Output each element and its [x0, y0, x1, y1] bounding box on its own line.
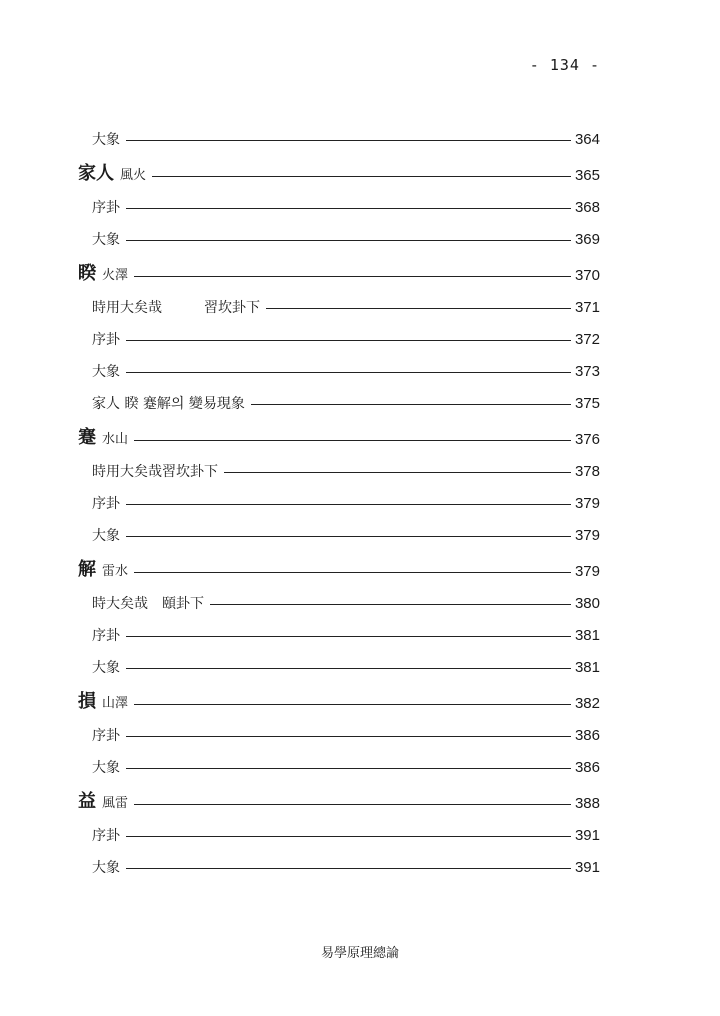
toc-page-number: 376 [574, 431, 600, 448]
toc-entry-title: 時用大矣哉 習坎卦下 [92, 300, 260, 316]
toc-page-number: 386 [574, 727, 600, 744]
toc-entry [78, 126, 600, 150]
toc-entry-title: 時大矣哉 頤卦下 [92, 596, 204, 612]
toc-entry [78, 854, 600, 878]
toc-entry [78, 426, 600, 450]
toc-entry-label [92, 657, 120, 678]
toc-entry [78, 326, 600, 350]
toc-page-number: 370 [574, 267, 600, 284]
page-footer: 易學原理總論 [320, 946, 399, 961]
toc-leader-line [210, 604, 571, 605]
toc-entry-label [78, 428, 128, 450]
toc-leader-line [126, 340, 571, 341]
toc-entry-label [92, 825, 120, 846]
toc-entry [78, 558, 600, 582]
toc-page-number: 386 [574, 759, 600, 776]
toc-page-number: 380 [574, 595, 600, 612]
toc-entry-label [78, 560, 128, 582]
toc-leader-line [126, 868, 571, 869]
toc-entry [78, 754, 600, 778]
toc-entry-title: 序卦 [92, 332, 120, 348]
toc-entry-label [78, 164, 146, 186]
toc-entry-title: 時用大矣哉習坎卦下 [92, 464, 218, 480]
toc-entry [78, 522, 600, 546]
toc-leader-line [126, 768, 571, 769]
toc-entry-title: 大象 [92, 528, 120, 544]
toc-entry-trigram: 山澤 [102, 696, 129, 711]
toc-entry-title: 大象 [92, 364, 120, 380]
toc-leader-line [126, 736, 571, 737]
toc-entry-title: 益 [78, 791, 96, 812]
toc-entry-label [92, 229, 120, 250]
toc-page-number: 375 [574, 395, 600, 412]
toc-entry-title: 序卦 [92, 200, 120, 216]
toc-leader-line [134, 704, 571, 705]
toc-entry-title: 序卦 [92, 628, 120, 644]
toc-entry [78, 226, 600, 250]
toc-page-number: 369 [574, 231, 600, 248]
toc-entry-label [92, 725, 120, 746]
toc-entry-label [92, 593, 204, 614]
toc-entry-title: 蹇 [78, 427, 96, 448]
toc-leader-line [126, 240, 571, 241]
toc-entry-title: 家人 [78, 163, 114, 184]
toc-page-number: 382 [574, 695, 600, 712]
toc-entry-title: 大象 [92, 760, 120, 776]
toc-page-number: 373 [574, 363, 600, 380]
toc-entry [78, 654, 600, 678]
toc-page-number: 365 [574, 167, 600, 184]
toc-entry-label [78, 692, 128, 714]
toc-entry-label [92, 329, 120, 350]
toc-entry-label [92, 297, 260, 318]
toc-entry-label [78, 792, 128, 814]
toc-entry-title: 大象 [92, 660, 120, 676]
toc-entry [78, 590, 600, 614]
toc-leader-line [251, 404, 571, 405]
toc-leader-line [126, 668, 571, 669]
toc-entry [78, 790, 600, 814]
toc-page-number: 381 [574, 627, 600, 644]
toc-leader-line [134, 440, 571, 441]
toc-entry-label [92, 857, 120, 878]
toc-entry [78, 262, 600, 286]
toc-entry-label [92, 625, 120, 646]
toc-entry-trigram: 風雷 [102, 796, 129, 811]
toc-entry [78, 622, 600, 646]
toc-entry-trigram: 風火 [120, 168, 147, 183]
toc-entry-label [92, 361, 120, 382]
toc-entry-title: 睽 [78, 263, 96, 284]
toc-entry-title: 損 [78, 691, 96, 712]
toc-leader-line [126, 140, 571, 141]
toc-page-number: 378 [574, 463, 600, 480]
toc-page-number: 391 [574, 859, 600, 876]
toc-entry [78, 690, 600, 714]
toc-entry-title: 序卦 [92, 828, 120, 844]
toc-page-number: 379 [574, 527, 600, 544]
toc-page-number: 364 [574, 131, 600, 148]
toc-leader-line [126, 836, 571, 837]
toc-page-number: 372 [574, 331, 600, 348]
toc-entry-label [92, 757, 120, 778]
toc-entry [78, 162, 600, 186]
toc-leader-line [126, 636, 571, 637]
toc-entry-label [92, 493, 120, 514]
toc-entry [78, 390, 600, 414]
toc-entry-title: 大象 [92, 232, 120, 248]
toc-entry-label [78, 264, 128, 286]
toc-page-number: 371 [574, 299, 600, 316]
toc-page-number: 381 [574, 659, 600, 676]
toc-leader-line [224, 472, 571, 473]
toc-entry-title: 序卦 [92, 728, 120, 744]
toc-entry [78, 358, 600, 382]
toc-entry [78, 490, 600, 514]
toc-leader-line [134, 804, 571, 805]
toc-entry-label [92, 129, 120, 150]
toc-leader-line [126, 504, 571, 505]
toc-entry [78, 822, 600, 846]
toc-page-number: 388 [574, 795, 600, 812]
toc-leader-line [126, 208, 571, 209]
toc-leader-line [152, 176, 571, 177]
toc-entry [78, 294, 600, 318]
toc-entry-title: 家人 睽 蹇解의 變易現象 [92, 396, 245, 412]
toc-entry [78, 722, 600, 746]
toc-leader-line [134, 572, 571, 573]
toc-page-number: 379 [574, 563, 600, 580]
toc-entry-label [92, 197, 120, 218]
page-number: - 134 - [529, 56, 600, 74]
toc-entry-trigram: 雷水 [102, 564, 129, 579]
toc-entry-trigram: 水山 [102, 432, 129, 447]
toc-entry-title: 大象 [92, 860, 120, 876]
toc-leader-line [266, 308, 571, 309]
toc-page-number: 391 [574, 827, 600, 844]
toc-entry-label [92, 393, 245, 414]
toc-entry-label [92, 461, 218, 482]
toc-page-number: 368 [574, 199, 600, 216]
toc-entry-title: 解 [78, 559, 96, 580]
toc-leader-line [134, 276, 571, 277]
toc-page-number: 379 [574, 495, 600, 512]
toc-entry-label [92, 525, 120, 546]
toc-entry-title: 序卦 [92, 496, 120, 512]
toc-leader-line [126, 536, 571, 537]
toc-entry [78, 458, 600, 482]
toc-leader-line [126, 372, 571, 373]
toc-entry-title: 大象 [92, 132, 120, 148]
toc-entry [78, 194, 600, 218]
toc-entry-trigram: 火澤 [102, 268, 129, 283]
